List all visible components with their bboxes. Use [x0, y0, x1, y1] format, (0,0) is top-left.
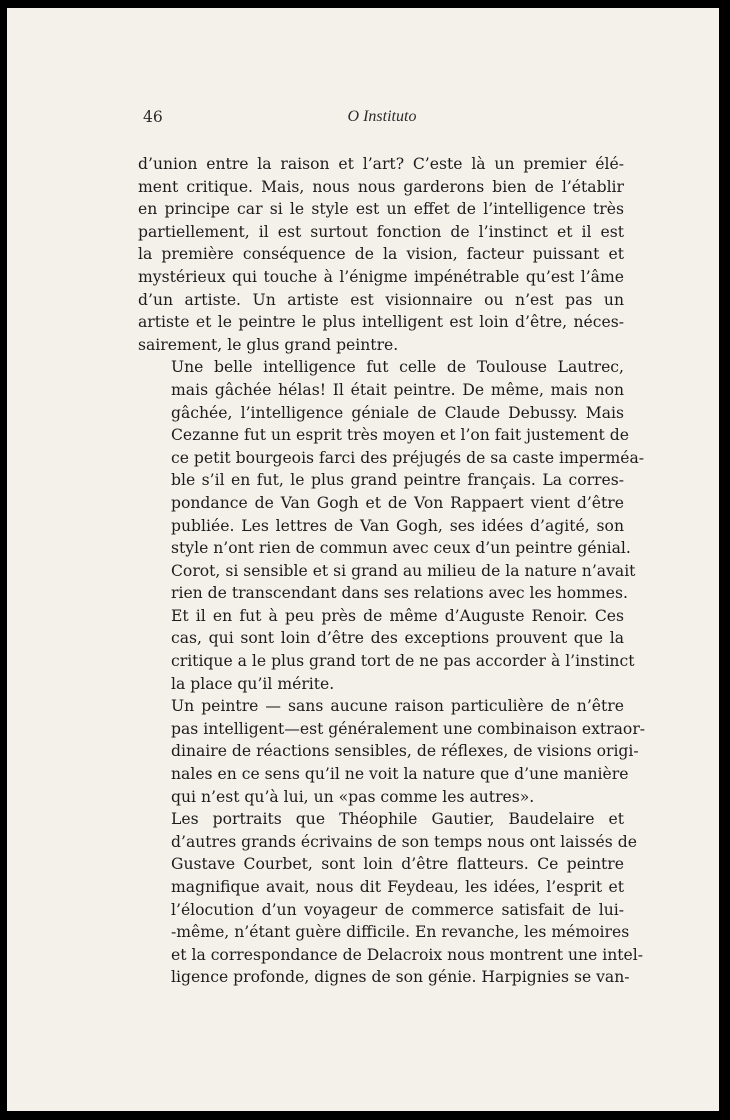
- text-line: Une belle intelligence fut celle de Toulouse Lautrec,: [171, 358, 624, 377]
- text-line: cas, qui sont loin d’être des exceptions prouvent que la: [171, 629, 624, 648]
- text-line: qui n’est qu’à lui, un «pas comme les autres».: [171, 787, 535, 806]
- body-text: [138, 153, 646, 989]
- text-line: dinaire de réactions sensibles, de réflexes, de visions origi-: [171, 742, 639, 761]
- text-line: sairement, le glus grand peintre.: [138, 335, 399, 354]
- text-line: la place qu’il mérite.: [171, 674, 335, 693]
- running-title: O Instituto: [347, 108, 417, 125]
- text-line: Cezanne fut un esprit très moyen et l’on fait justement de: [171, 426, 629, 445]
- text-line: artiste et le peintre le plus intelligent est loin d’être, néces-: [138, 313, 624, 332]
- text-line: Un peintre — sans aucune raison particulière de n’être: [171, 697, 624, 716]
- text-line: publiée. Les lettres de Van Gogh, ses idées d’agité, son: [171, 516, 624, 535]
- text-line: ce petit bourgeois farci des préjugés de sa caste imperméa-: [171, 448, 645, 467]
- text-line: Gustave Courbet, sont loin d’être flatteurs. Ce peintre: [171, 855, 624, 874]
- text-line: d’union entre la raison et l’art? C’este là un premier élé-: [138, 155, 624, 173]
- text-line: gâchée, l’intelligence géniale de Claude Debussy. Mais: [171, 403, 624, 422]
- paragraph: [138, 153, 624, 356]
- text-line: ligence profonde, dignes de son génie. Harpignies se van-: [171, 968, 630, 987]
- paragraph: [138, 356, 645, 695]
- paragraph: [138, 808, 644, 989]
- text-line: Les portraits que Théophile Gautier, Baudelaire et: [171, 810, 624, 829]
- text-line: critique a le plus grand tort de ne pas accorder à l’instinct: [171, 652, 635, 671]
- text-line: magnifique avait, nous dit Feydeau, les idées, l’esprit et: [171, 878, 624, 896]
- text-line: nales en ce sens qu’il ne voit la nature que d’une manière: [171, 765, 629, 784]
- text-line: mystérieux qui touche à l’énigme impénétrable qu’est l’âme: [138, 267, 624, 286]
- text-line: ble s’il en fut, le plus grand peintre français. La corres-: [171, 471, 624, 490]
- text-line: d’autres grands écrivains de son temps nous ont laissés de: [171, 832, 637, 851]
- text-line: d’un artiste. Un artiste est visionnaire ou n’est pas un: [138, 290, 624, 309]
- text-line: Et il en fut à peu près de même d’Auguste Renoir. Ces: [171, 606, 624, 625]
- text-line: l’élocution d’un voyageur de commerce satisfait de lui-: [171, 900, 624, 919]
- text-line: ment critique. Mais, nous nous garderons bien de l’établir: [138, 177, 624, 196]
- text-line: en principe car si le style est un effet de l’intelligence très: [138, 200, 624, 219]
- text-line: et la correspondance de Delacroix nous montrent une intel-: [171, 945, 644, 964]
- text-line: rien de transcendant dans ses relations avec les hommes.: [171, 584, 628, 603]
- page-header: [143, 108, 621, 132]
- text-line: pondance de Van Gogh et de Von Rappaert vient d’être: [171, 493, 624, 512]
- page-number: 46: [143, 108, 163, 126]
- paragraph: [138, 695, 646, 808]
- text-line: Corot, si sensible et si grand au milieu de la nature n’avait: [171, 561, 636, 580]
- text-line: la première conséquence de la vision, facteur puissant et: [138, 245, 624, 264]
- text-line: partiellement, il est surtout fonction de l’instinct et il est: [138, 222, 624, 241]
- text-line: -même, n’étant guère difficile. En revanche, les mémoires: [171, 923, 630, 942]
- text-line: pas intelligent—est généralement une combinaison extraor-: [171, 719, 646, 738]
- text-line: mais gâchée hélas! Il était peintre. De même, mais non: [171, 380, 624, 399]
- book-page: [7, 8, 719, 1111]
- text-line: style n’ont rien de commun avec ceux d’un peintre génial.: [171, 539, 631, 558]
